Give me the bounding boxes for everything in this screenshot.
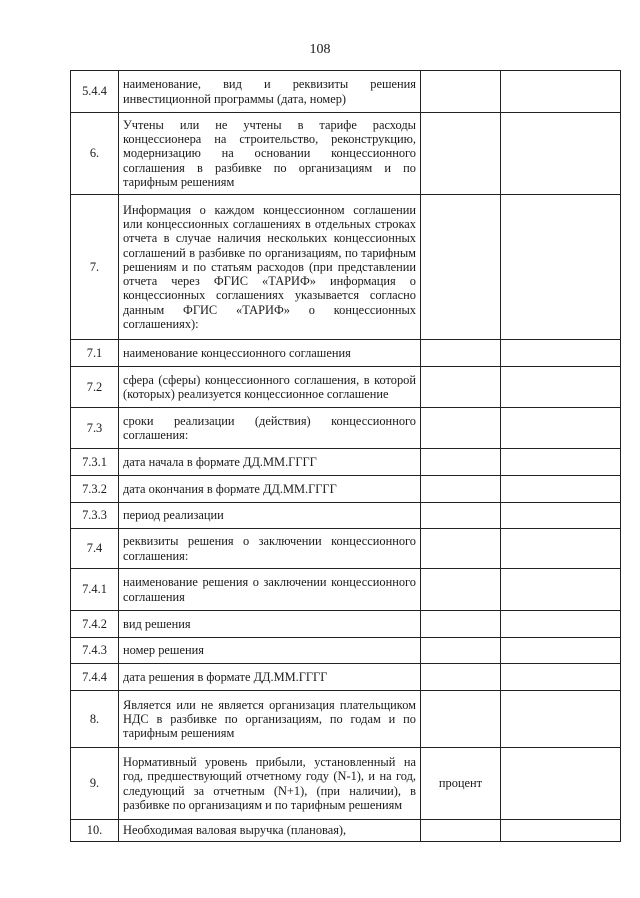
row-number: 7.4.4 [71,664,119,691]
row-value [501,113,621,195]
row-value [501,476,621,503]
row-unit [421,569,501,611]
table-row [71,71,621,113]
row-description: сроки реализации (действия) концессионного соглашения: [119,408,421,449]
row-number: 7.3.1 [71,449,119,476]
row-unit [421,340,501,367]
row-value [501,503,621,529]
row-description: Учтены или не учтены в тарифе расходы концессионера на строительство, реконструкцию, модернизацию на основании концессионного соглашения в разбивке по организациям и по тарифным решениям [119,113,421,195]
table-row [71,367,621,408]
row-number: 7.3.2 [71,476,119,503]
row-unit [421,611,501,638]
row-value [501,449,621,476]
table-row [71,638,621,664]
row-unit [421,820,501,842]
row-value [501,664,621,691]
row-unit [421,476,501,503]
row-value [501,408,621,449]
row-unit [421,408,501,449]
row-description: сфера (сферы) концессионного соглашения, в которой (которых) реализуется концессионное соглашение [119,367,421,408]
row-number: 7. [71,195,119,340]
row-unit [421,529,501,569]
row-value [501,638,621,664]
row-number: 7.4.1 [71,569,119,611]
row-unit [421,691,501,748]
table-row [71,340,621,367]
table-row [71,408,621,449]
row-number: 6. [71,113,119,195]
table-row [71,691,621,748]
row-number: 7.3 [71,408,119,449]
row-unit [421,71,501,113]
row-description: наименование решения о заключении концессионного соглашения [119,569,421,611]
row-description: Нормативный уровень прибыли, установленный на год, предшествующий отчетному году (N-1), и на год, следующий за отчетным (N+1), (при наличии), в разбивке по организациям и по тарифным решениям [119,748,421,820]
row-description: наименование, вид и реквизиты решения инвестиционной программы (дата, номер) [119,71,421,113]
table-row [71,195,621,340]
row-unit [421,367,501,408]
row-value [501,71,621,113]
row-number: 10. [71,820,119,842]
row-description: Информация о каждом концессионном соглашении или концессионных соглашениях в отдельных строках отчета в случае наличия нескольких концессионных соглашений в разбивке по организациям, по тарифным решениям и по статьям расходов (при представлении отчета через ФГИС «ТАРИФ» информация о концессионных соглашениях указывается согласно данным ФГИС «ТАРИФ» о концессионных соглашениях): [119,195,421,340]
row-number: 5.4.4 [71,71,119,113]
row-unit [421,664,501,691]
row-unit [421,503,501,529]
row-value [501,367,621,408]
row-description: период реализации [119,503,421,529]
row-value [501,611,621,638]
row-value [501,340,621,367]
table-row [71,113,621,195]
row-value [501,691,621,748]
row-unit: процент [421,748,501,820]
row-number: 7.4.2 [71,611,119,638]
row-unit [421,638,501,664]
table-row [71,748,621,820]
row-number: 7.3.3 [71,503,119,529]
row-number: 7.1 [71,340,119,367]
row-unit [421,113,501,195]
table-row [71,476,621,503]
table-row [71,569,621,611]
row-description: Является или не является организация плательщиком НДС в разбивке по организациям, по годам и по тарифным решениям [119,691,421,748]
row-description: номер решения [119,638,421,664]
row-description: дата окончания в формате ДД.ММ.ГГГГ [119,476,421,503]
table-row [71,820,621,842]
row-number: 8. [71,691,119,748]
row-description: наименование концессионного соглашения [119,340,421,367]
row-description: дата решения в формате ДД.ММ.ГГГГ [119,664,421,691]
row-description: реквизиты решения о заключении концессионного соглашения: [119,529,421,569]
table-row [71,611,621,638]
row-value [501,569,621,611]
row-number: 7.4.3 [71,638,119,664]
table-row [71,503,621,529]
row-unit [421,449,501,476]
row-value [501,820,621,842]
requirements-table [70,70,621,842]
row-number: 7.4 [71,529,119,569]
row-value [501,529,621,569]
row-value [501,195,621,340]
table-row [71,529,621,569]
page-number: 108 [309,42,331,57]
row-description: вид решения [119,611,421,638]
row-unit [421,195,501,340]
table-row [71,664,621,691]
table-row [71,449,621,476]
row-number: 9. [71,748,119,820]
row-value [501,748,621,820]
row-number: 7.2 [71,367,119,408]
row-description: Необходимая валовая выручка (плановая), [119,820,421,842]
row-description: дата начала в формате ДД.ММ.ГГГГ [119,449,421,476]
